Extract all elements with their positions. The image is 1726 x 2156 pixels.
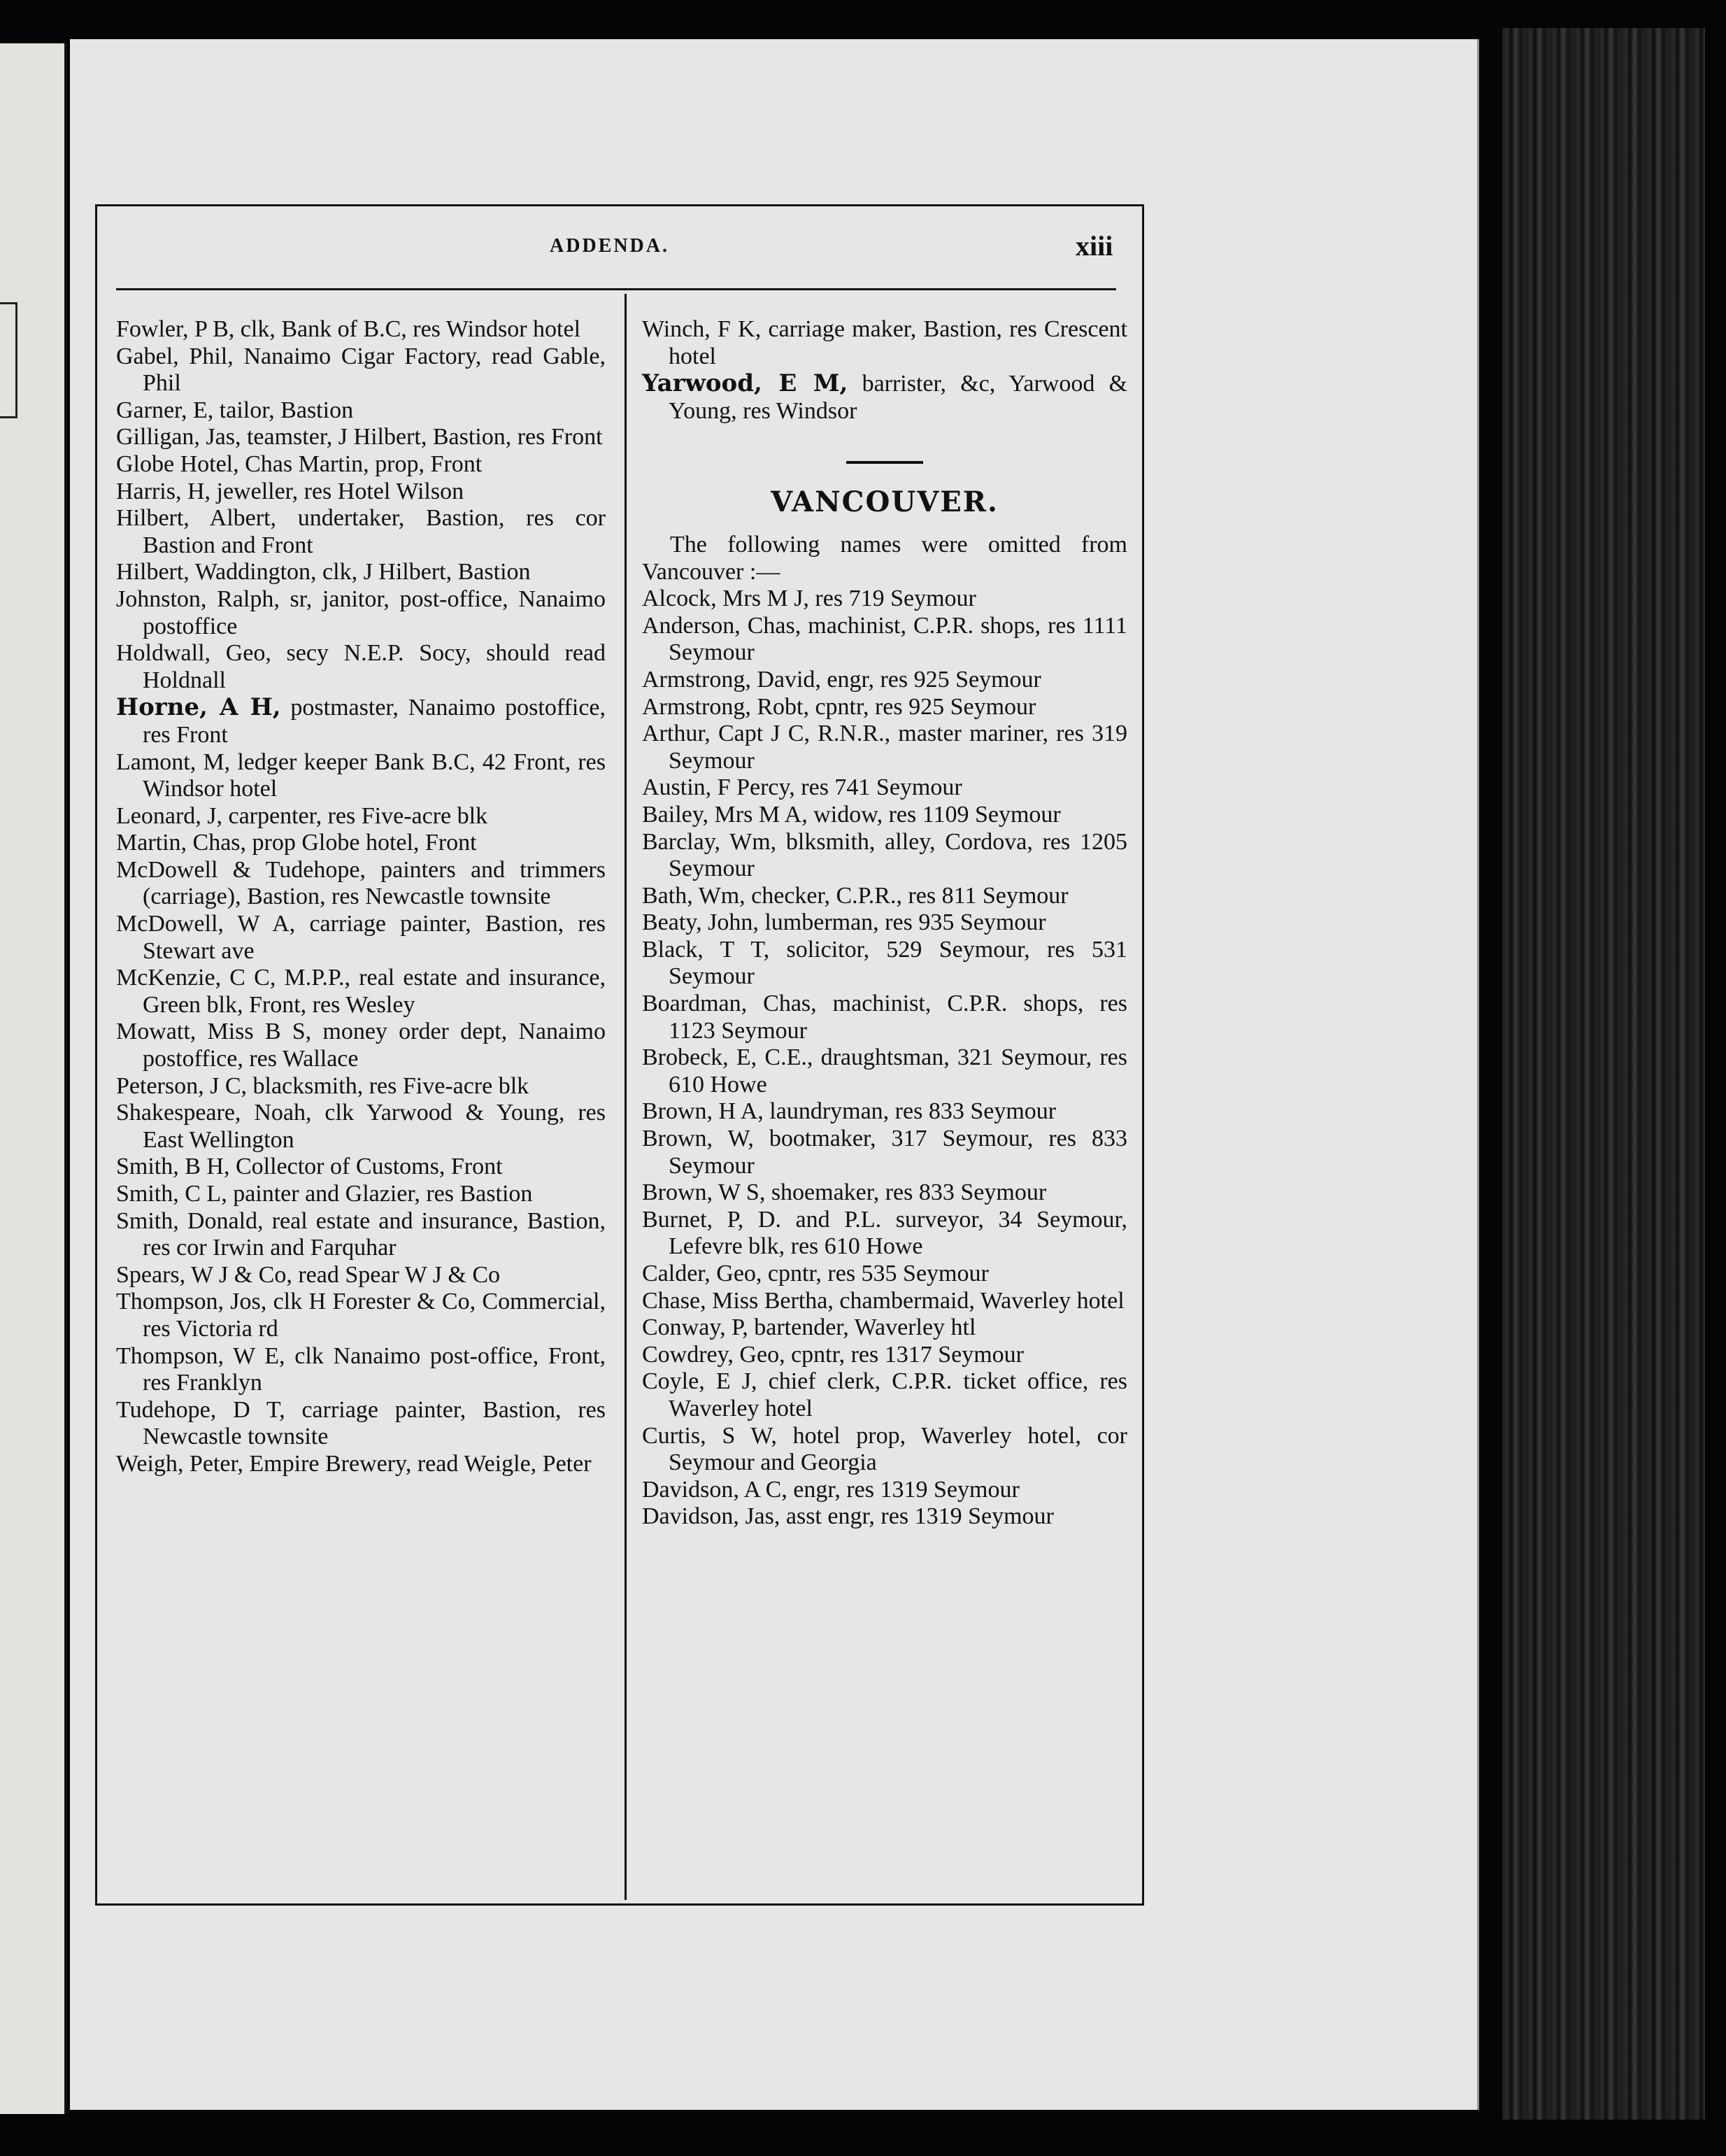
entry-text: postmaster, Nanaimo postoffice, res Front [143,695,606,748]
directory-entry [116,1019,606,1072]
directory-entry: Austin, F Percy, res 741 Seymour [642,774,962,801]
directory-entry [116,640,606,694]
running-head: ADDENDA. [550,235,669,257]
entry-lead-name: Yarwood, E M, [642,369,848,398]
directory-entry: Bailey, Mrs M A, widow, res 1109 Seymour [642,801,1061,828]
entry-text: McKenzie, C C, M.P.P., real estate and insurance, Green blk, Front, res Wesley [116,965,606,1018]
entry-text: Tudehope, D T, carriage painter, Bastion, res Newcastle townsite [116,1396,606,1450]
directory-entry [116,749,606,803]
directory-entry [116,451,606,478]
directory-entry: Brown, W S, shoemaker, res 833 Seymour [642,1179,1047,1206]
entry-text: barrister, &c, Yarwood & Young, res Windsor [669,371,1128,424]
entry-text: Hilbert, Waddington, clk, J Hilbert, Bastion [116,559,531,586]
entry-text: Garner, E, tailor, Bastion [116,397,354,423]
directory-entry [116,424,606,451]
directory-entry: Arthur, Capt J C, R.N.R., master mariner, res 319 Seymour [642,721,1127,774]
directory-entry: Beaty, John, lumberman, res 935 Seymour [642,909,1046,936]
directory-entry [116,505,606,559]
right-column [642,316,1127,1531]
directory-entry: Calder, Geo, cpntr, res 535 Seymour [642,1261,989,1286]
directory-entry [116,1397,606,1451]
directory-entry: Brown, W, bootmaker, 317 Seymour, res 833 Seymour [642,1126,1127,1179]
entry-text: Hilbert, Albert, undertaker, Bastion, res cor Bastion and Front [116,505,606,558]
entry-text: Shakespeare, Noah, clk Yarwood & Young, res East Wellington [116,1100,606,1153]
directory-entry [116,1289,606,1342]
section-intro: The following names were omitted from Vancouver :— [642,531,1127,585]
directory-entry [116,1208,606,1262]
directory-entry: Armstrong, Robt, cpntr, res 925 Seymour [642,693,1036,720]
directory-entry: Anderson, Chas, machinist, C.P.R. shops, res 1111 Seymour [642,612,1127,666]
column-divider [625,294,627,1900]
right-column-entries [642,316,1127,425]
directory-entry: Brown, H A, laundryman, res 833 Seymour [642,1098,1057,1125]
directory-entry [116,1154,606,1181]
directory-entry [116,1262,606,1289]
entry-text: Winch, F K, carriage maker, Bastion, res Crescent hotel [642,316,1127,369]
directory-entry: Curtis, S W, hotel prop, Waverley hotel, cor Seymour and Georgia [642,1422,1127,1476]
directory-entry [116,1343,606,1397]
directory-entry [116,316,606,343]
entry-text: Thompson, Jos, clk H Forester & Co, Commercial, res Victoria rd [116,1289,606,1342]
book-spine [1502,28,1705,2120]
directory-entry: Barclay, Wm, blksmith, alley, Cordova, res 1205 Seymour [642,828,1127,882]
entry-text: Harris, H, jeweller, res Hotel Wilson [116,478,464,504]
entry-text: Spears, W J & Co, read Spear W J & Co [116,1261,500,1288]
entry-text: Gilligan, Jas, teamster, J Hilbert, Bastion, res Front [116,424,603,451]
directory-entry: Bath, Wm, checker, C.P.R., res 811 Seymour [642,882,1069,909]
header-rule [116,288,1116,290]
directory-entry [642,370,1127,425]
directory-entry [642,316,1127,370]
adjacent-page-edge [0,43,67,2114]
directory-entry: Davidson, A C, engr, res 1319 Seymour [642,1476,1020,1503]
entry-text: Weigh, Peter, Empire Brewery, read Weigle, Peter [116,1450,592,1477]
entry-lead-name: Horne, A H, [116,693,281,722]
directory-entry [116,1073,606,1100]
section-heading: VANCOUVER. [771,485,999,519]
directory-entry: Davidson, Jas, asst engr, res 1319 Seymour [642,1503,1054,1530]
directory-entry [116,857,606,911]
directory-entry: Boardman, Chas, machinist, C.P.R. shops, res 1123 Seymour [642,991,1127,1044]
directory-entry [116,1100,606,1154]
entry-text: Smith, Donald, real estate and insurance, Bastion, res cor Irwin and Farquhar [116,1207,606,1261]
directory-entry [116,1181,606,1208]
directory-entry: Brobeck, E, C.E., draughtsman, 321 Seymour, res 610 Howe [642,1044,1127,1098]
entry-text: Johnston, Ralph, sr, janitor, post-office, Nanaimo postoffice [116,586,606,639]
directory-entry: Coyle, E J, chief clerk, C.P.R. ticket office, res Waverley hotel [642,1368,1127,1421]
directory-entry [116,911,606,965]
directory-entry [116,559,606,586]
directory-entry: Burnet, P, D. and P.L. surveyor, 34 Seymour, Lefevre blk, res 610 Howe [642,1206,1127,1260]
directory-entry: Armstrong, David, engr, res 925 Seymour [642,666,1041,693]
directory-entry [116,694,606,749]
directory-entry [116,830,606,857]
entry-text: Lamont, M, ledger keeper Bank B.C, 42 Front, res Windsor hotel [116,749,606,802]
directory-entry [116,586,606,640]
directory-entry: Alcock, Mrs M J, res 719 Seymour [642,586,976,612]
entry-text: Gabel, Phil, Nanaimo Cigar Factory, read Gable, Phil [116,343,606,397]
entry-text: Thompson, W E, clk Nanaimo post-office, Front, res Franklyn [116,1342,606,1396]
entry-text: Leonard, J, carpenter, res Five-acre blk [116,802,488,829]
entry-text: Globe Hotel, Chas Martin, prop, Front [116,451,483,477]
entry-text: Martin, Chas, prop Globe hotel, Front [116,830,477,856]
directory-entry: Conway, P, bartender, Waverley htl [642,1314,976,1341]
entry-text: Peterson, J C, blacksmith, res Five-acre blk [116,1072,529,1099]
entry-text: Fowler, P B, clk, Bank of B.C, res Windsor hotel [116,316,581,342]
section-rule [846,461,923,464]
directory-entry [116,343,606,397]
entry-text: Mowatt, Miss B S, money order dept, Nanaimo postoffice, res Wallace [116,1019,606,1072]
directory-entry [116,965,606,1019]
directory-entry: Black, T T, solicitor, 529 Seymour, res 531 Seymour [642,936,1127,990]
entry-text: McDowell & Tudehope, painters and trimmers (carriage), Bastion, res Newcastle townsite [116,856,606,910]
page-number: xiii [1076,230,1113,262]
entry-text: Smith, B H, Collector of Customs, Front [116,1154,503,1180]
entry-text: Smith, C L, painter and Glazier, res Bastion [116,1181,533,1207]
left-column [116,316,606,1478]
adjacent-page-rule [0,302,17,418]
directory-entry [116,397,606,425]
directory-entry: Chase, Miss Bertha, chambermaid, Waverley hotel [642,1287,1125,1314]
entry-text: McDowell, W A, carriage painter, Bastion, res Stewart ave [116,911,606,964]
directory-entry [116,1451,606,1478]
entry-text: Holdwall, Geo, secy N.E.P. Socy, should read Holdnall [116,640,606,693]
directory-entry: Cowdrey, Geo, cpntr, res 1317 Seymour [642,1341,1024,1368]
vancouver-entries [642,586,1127,1531]
directory-entry [116,478,606,506]
directory-entry [116,803,606,830]
